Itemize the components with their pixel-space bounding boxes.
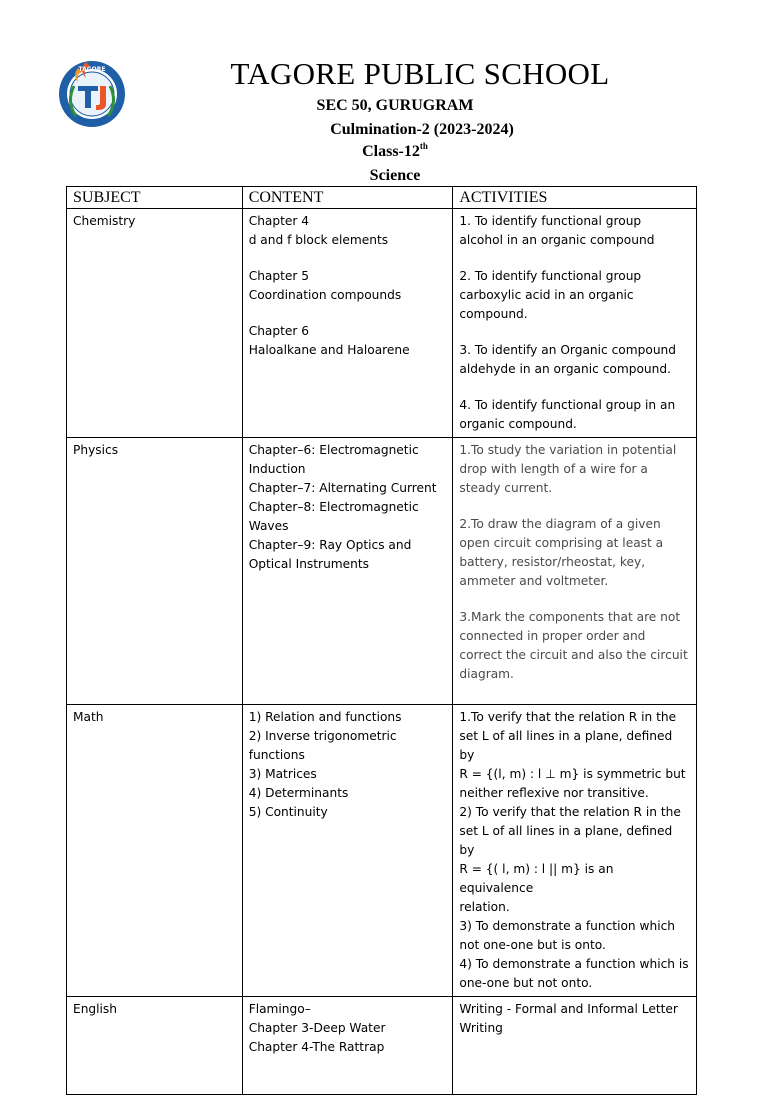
activities-line: drop with length of a wire for a (459, 462, 648, 476)
school-logo (56, 56, 128, 130)
content-line: Haloalkane and Haloarene (248, 343, 410, 357)
content-line: Waves (248, 519, 289, 533)
activities-line: not one-one but is onto. (459, 938, 606, 952)
activities-line: one-one but not onto. (459, 976, 593, 990)
line-gap (459, 324, 690, 341)
content-line: Chapter 6 (248, 324, 310, 338)
school-location: SEC 50, GURUGRAM (316, 97, 474, 114)
activities-line: relation. (459, 900, 510, 914)
activities-line: aldehyde in an organic compound. (459, 362, 671, 376)
activities-line: open circuit comprising at least a (459, 536, 664, 550)
activities-line: ammeter and voltmeter. (459, 574, 609, 588)
table-row (67, 209, 697, 438)
line-gap (459, 250, 690, 267)
activities-line: diagram. (459, 667, 514, 681)
logo-text: TAGORE (78, 66, 106, 73)
stream-label: Science (369, 167, 421, 184)
activities-line: 1.To verify that the relation R in the (459, 710, 677, 724)
activities-line: neither reflexive nor transitive. (459, 786, 649, 800)
activities-line: 2) To verify that the relation R in the (459, 805, 681, 819)
subject-cell: Chemistry (67, 209, 243, 438)
activities-line: 1. To identify functional group (459, 214, 642, 228)
line-gap (459, 379, 690, 396)
activities-line: correct the circuit and also the circuit (459, 648, 688, 662)
class-label (340, 143, 450, 161)
content-line: Chapter 4 (248, 214, 310, 228)
line-gap (459, 684, 690, 701)
activities-line: carboxylic acid in an organic (459, 288, 634, 302)
activities-line: 2. To identify functional group (459, 269, 642, 283)
subject-cell: Physics (67, 438, 243, 705)
activities-line: R = {( l, m) : l || m} is an equivalence (459, 862, 614, 895)
activities-line: connected in proper order and (459, 629, 646, 643)
line-gap (249, 305, 447, 322)
content-line: Chapter–7: Alternating Current (248, 481, 437, 495)
activities-line: steady current. (459, 481, 553, 495)
content-line: 4) Determinants (248, 786, 349, 800)
activities-line: R = {(l, m) : l ⊥ m} is symmetric but (459, 767, 686, 781)
activities-line: compound. (459, 307, 528, 321)
activities-line: organic compound. (459, 417, 577, 431)
class-suffix: th (419, 141, 428, 151)
activities-line: 2.To draw the diagram of a given (459, 517, 661, 531)
table-row (67, 438, 697, 705)
activities-line: alcohol in an organic compound (459, 233, 655, 247)
content-line: 3) Matrices (248, 767, 317, 781)
table-row (67, 705, 697, 997)
syllabus-table (66, 186, 697, 1095)
content-line: Chapter–9: Ray Optics and (248, 538, 412, 552)
class-text: Class-12 (362, 143, 420, 160)
content-line: Induction (248, 462, 306, 476)
activities-cell (453, 209, 697, 438)
activities-line: 1.To study the variation in potential (459, 443, 677, 457)
activities-line: set L of all lines in a plane, defined by (459, 824, 673, 857)
content-line: 2) Inverse trigonometric (248, 729, 397, 743)
activities-line: set L of all lines in a plane, defined by (459, 729, 673, 762)
activities-line: 4. To identify functional group in an (459, 398, 676, 412)
line-gap (459, 498, 690, 515)
content-line: Chapter 4-The Rattrap (248, 1040, 385, 1054)
content-line: 1) Relation and functions (248, 710, 402, 724)
content-line: Flamingo– (248, 1002, 311, 1016)
school-name: TAGORE PUBLIC SCHOOL (230, 56, 610, 91)
activities-line: 3. To identify an Organic compound (459, 343, 677, 357)
content-line: Chapter 5 (248, 269, 310, 283)
header-content: CONTENT (242, 187, 453, 209)
content-line: 5) Continuity (248, 805, 328, 819)
activities-cell (453, 438, 697, 705)
activities-line: Writing (459, 1021, 503, 1035)
table-row (67, 997, 697, 1095)
content-cell (242, 438, 453, 705)
content-line: Optical Instruments (248, 557, 370, 571)
exam-title: Culmination-2 (2023-2024) (330, 121, 514, 138)
activities-line: Writing - Formal and Informal Letter (459, 1002, 678, 1016)
content-cell (242, 209, 453, 438)
activities-line: 3) To demonstrate a function which (459, 919, 676, 933)
line-gap (249, 1074, 447, 1091)
content-line: functions (248, 748, 305, 762)
header-subject: SUBJECT (67, 187, 243, 209)
line-gap (249, 1057, 447, 1074)
activities-cell (453, 997, 697, 1095)
content-line: Coordination compounds (248, 288, 402, 302)
line-gap (459, 591, 690, 608)
table-header-row (67, 187, 697, 209)
activities-line: battery, resistor/rheostat, key, (459, 555, 646, 569)
activities-line: 3.Mark the components that are not (459, 610, 681, 624)
content-line: Chapter–6: Electromagnetic (248, 443, 419, 457)
activities-cell (453, 705, 697, 997)
subject-cell: Math (67, 705, 243, 997)
content-line: Chapter 3-Deep Water (248, 1021, 386, 1035)
line-gap (249, 250, 447, 267)
content-line: Chapter–8: Electromagnetic (248, 500, 419, 514)
content-cell (242, 705, 453, 997)
subject-cell: English (67, 997, 243, 1095)
activities-line: 4) To demonstrate a function which is (459, 957, 689, 971)
header-activities: ACTIVITIES (453, 187, 697, 209)
content-cell (242, 997, 453, 1095)
content-line: d and f block elements (248, 233, 389, 247)
